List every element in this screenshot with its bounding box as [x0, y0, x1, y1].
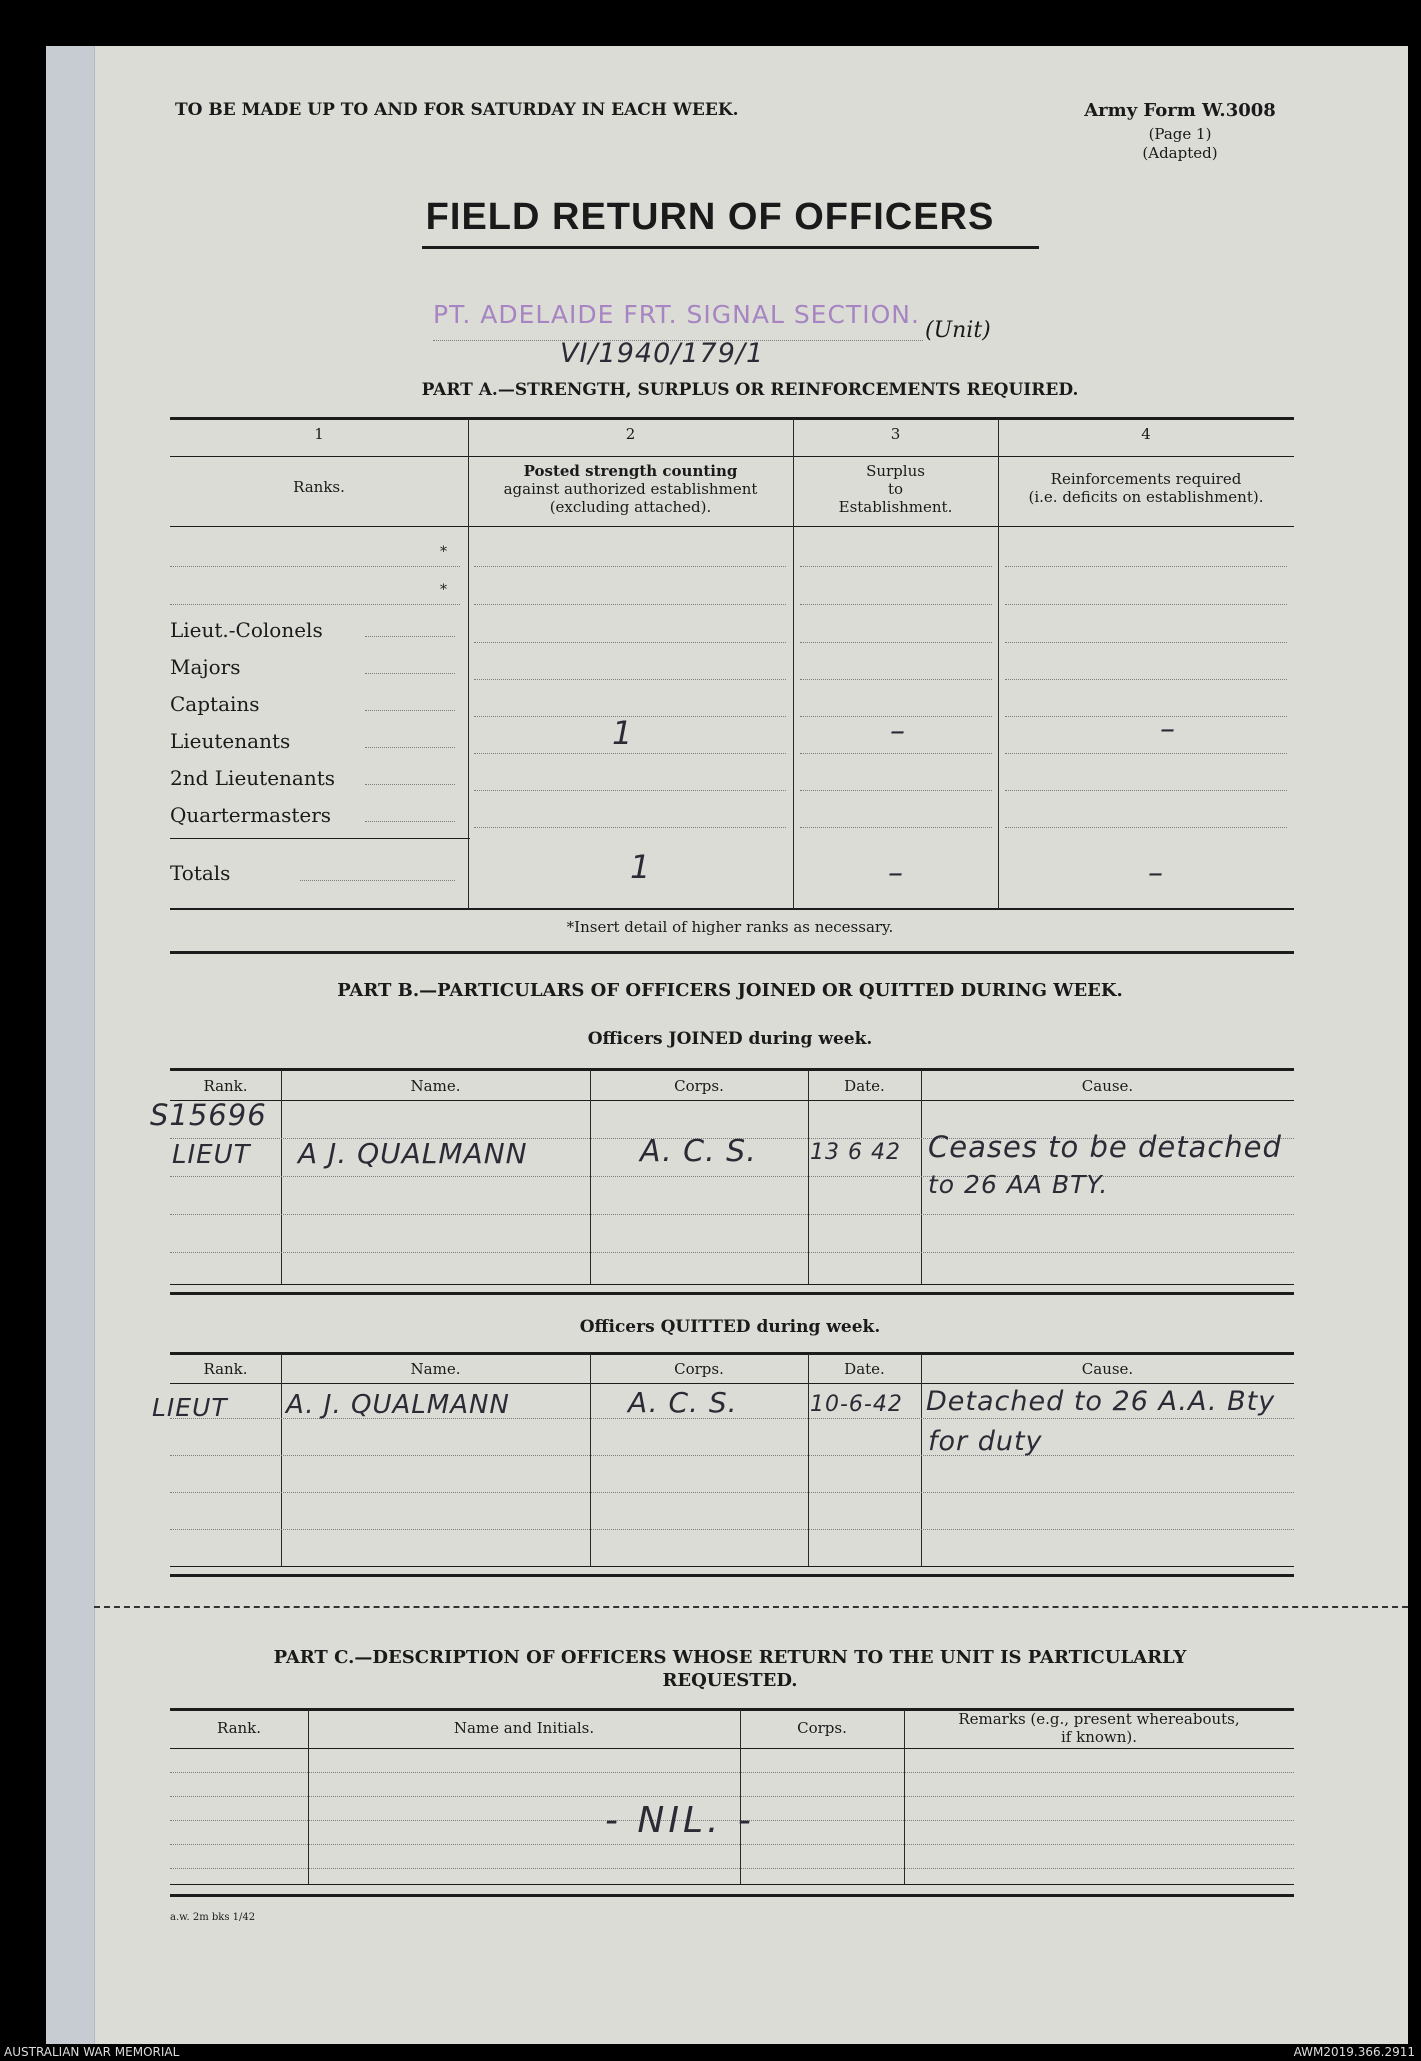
part-c-heading-1: PART C.—DESCRIPTION OF OFFICERS WHOSE RETURN TO THE UNIT IS PARTICULARLY — [273, 1647, 1187, 1668]
part-c-heading-2: REQUESTED. — [662, 1670, 798, 1691]
quitted-col-name: Name. — [410, 1360, 461, 1378]
col-reinf-header — [998, 470, 1294, 506]
totals-surplus: – — [888, 856, 904, 891]
part-c-nil: - NIL. - — [605, 1800, 755, 1841]
col-number-1: 1 — [314, 425, 324, 443]
asterisk-1: * — [440, 544, 447, 560]
title-underline — [422, 246, 1039, 249]
quitted-date: 10-6-42 — [810, 1392, 903, 1417]
joined-title: Officers JOINED during week. — [587, 1029, 873, 1049]
unit-stamp: PT. ADELAIDE FRT. SIGNAL SECTION. — [433, 300, 920, 329]
rank-quartermasters: Quartermasters — [170, 803, 332, 827]
joined-col-name: Name. — [410, 1077, 461, 1095]
printer-code: a.w. 2m bks 1/42 — [170, 1912, 256, 1923]
quitted-cause-1: Detached to 26 A.A. Bty — [926, 1386, 1276, 1417]
rank-captains: Captains — [170, 692, 260, 716]
rank-lieutenants: Lieutenants — [170, 729, 291, 753]
page-title: FIELD RETURN OF OFFICERS — [425, 196, 995, 238]
adapted-label: (Adapted) — [1142, 144, 1218, 162]
part-c-heading — [180, 1646, 1280, 1692]
reinf-line-1: Reinforcements required — [1050, 470, 1242, 488]
file-reference: VI/1940/179/1 — [560, 338, 765, 369]
col-surplus-header — [793, 462, 998, 516]
lieutenants-surplus: – — [890, 714, 906, 749]
col-number-4: 4 — [1141, 425, 1151, 443]
part-c-col-corps: Corps. — [797, 1719, 847, 1737]
joined-date: 13 6 42 — [810, 1140, 901, 1165]
posted-line-1: Posted strength counting — [523, 462, 738, 480]
remarks-line-2: if known). — [1060, 1728, 1138, 1746]
rank-2nd-lieutenants: 2nd Lieutenants — [170, 766, 336, 790]
joined-cause-1: Ceases to be detached — [928, 1130, 1282, 1164]
joined-rank: LIEUT — [172, 1140, 251, 1170]
footer-bar — [0, 2044, 1421, 2061]
col-number-3: 3 — [890, 425, 901, 443]
reinf-line-2: (i.e. deficits on establishment). — [1028, 488, 1264, 506]
col-ranks-header: Ranks. — [293, 478, 345, 496]
instruction-text: TO BE MADE UP TO AND FOR SATURDAY IN EACH WEEK. — [175, 100, 739, 120]
part-c-col-rank: Rank. — [216, 1719, 262, 1737]
part-c-col-name: Name and Initials. — [453, 1719, 595, 1737]
joined-col-cause: Cause. — [1081, 1077, 1134, 1095]
quitted-title: Officers QUITTED during week. — [579, 1317, 881, 1337]
joined-cause-2: to 26 AA BTY. — [928, 1170, 1109, 1199]
quitted-corps: A. C. S. — [628, 1386, 738, 1419]
joined-corps: A. C. S. — [640, 1134, 757, 1169]
left-margin-strip — [46, 46, 95, 2044]
surplus-line-2: to — [887, 480, 904, 498]
joined-number: S15696 — [150, 1098, 267, 1132]
lieutenants-posted: 1 — [612, 714, 634, 752]
tear-line — [94, 1606, 1408, 1608]
quitted-name: A. J. QUALMANN — [286, 1390, 510, 1420]
surplus-line-3: Establishment. — [838, 498, 953, 516]
rank-lieut-colonels: Lieut.-Colonels — [170, 618, 323, 642]
footer-right: AWM2019.366.2911 — [1293, 2045, 1415, 2059]
totals-posted: 1 — [630, 848, 652, 886]
joined-col-date: Date. — [844, 1077, 885, 1095]
joined-name: A J. QUALMANN — [298, 1137, 528, 1170]
page-number: (Page 1) — [1148, 125, 1212, 143]
part-c-col-remarks — [904, 1710, 1294, 1746]
part-a-footnote: *Insert detail of higher ranks as necessary. — [566, 918, 894, 936]
form-number: Army Form W.3008 — [1084, 100, 1276, 121]
quitted-col-date: Date. — [844, 1360, 885, 1378]
asterisk-2: * — [440, 582, 447, 598]
quitted-col-cause: Cause. — [1081, 1360, 1134, 1378]
lieutenants-reinf: – — [1160, 712, 1176, 747]
rank-majors: Majors — [170, 655, 241, 679]
part-b-heading: PART B.—PARTICULARS OF OFFICERS JOINED OR QUITTED DURING WEEK. — [337, 980, 1123, 1001]
posted-line-2: against authorized establishment — [503, 480, 758, 498]
remarks-line-1: Remarks (e.g., present whereabouts, — [958, 1710, 1240, 1728]
quitted-col-rank: Rank. — [203, 1360, 248, 1378]
joined-col-corps: Corps. — [674, 1077, 724, 1095]
quitted-cause-2: for duty — [928, 1426, 1043, 1457]
totals-reinf: – — [1148, 856, 1164, 891]
part-a-heading: PART A.—STRENGTH, SURPLUS OR REINFORCEMENTS REQUIRED. — [421, 380, 1079, 400]
quitted-col-corps: Corps. — [674, 1360, 724, 1378]
unit-label: (Unit) — [925, 318, 991, 343]
joined-col-rank: Rank. — [203, 1077, 248, 1095]
col-posted-header — [468, 462, 793, 516]
totals-label: Totals — [170, 861, 231, 885]
footer-left: AUSTRALIAN WAR MEMORIAL — [4, 2045, 180, 2059]
quitted-rank: LIEUT — [152, 1393, 228, 1422]
posted-line-3: (excluding attached). — [549, 498, 712, 516]
col-number-2: 2 — [625, 425, 636, 443]
surplus-line-1: Surplus — [866, 462, 925, 480]
